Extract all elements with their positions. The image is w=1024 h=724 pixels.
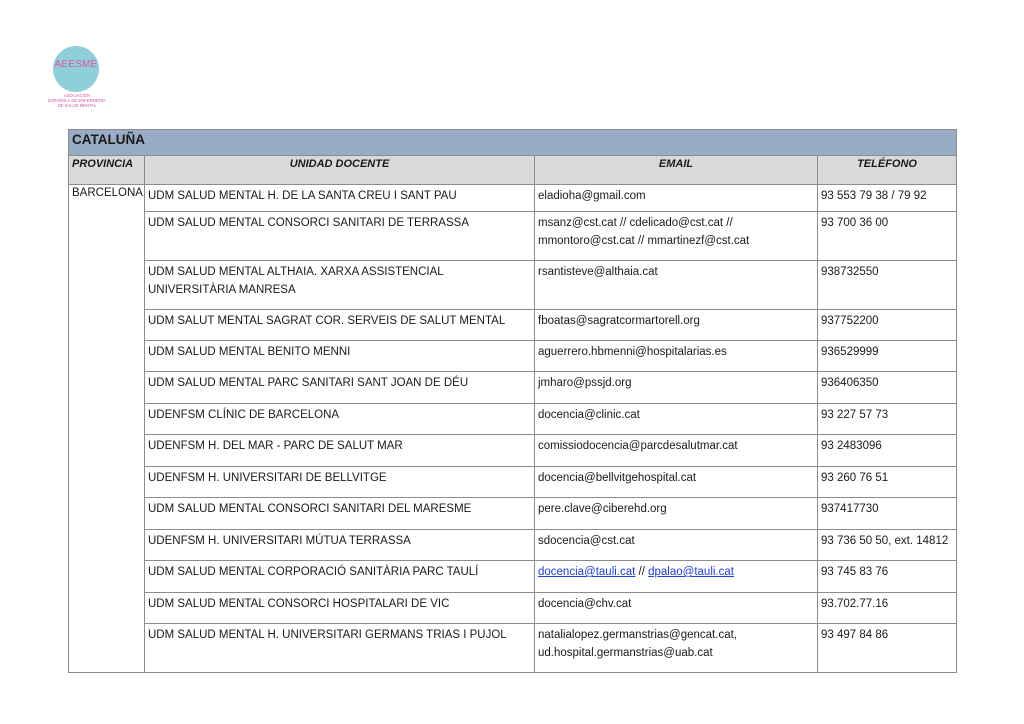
email-cell [535,435,818,467]
email-line: jmharo@pssjd.org [538,377,632,389]
logo-mark: AEESME [54,59,98,70]
email-line: docencia@clinic.cat [538,409,640,421]
email-cell [535,261,818,310]
phone-cell: 93 497 84 86 [818,624,957,673]
unit-cell: UDM SALUD MENTAL ALTHAIA. XARXA ASSISTENCIAL UNIVERSITÀRIA MANRESA [145,261,535,310]
email-line: natalialopez.germanstrias@gencat.cat, [538,629,737,641]
phone-cell: 93 260 76 51 [818,467,957,498]
email-line: rsantisteve@althaia.cat [538,266,658,278]
header-row [69,156,957,185]
table-row [69,372,957,404]
table-row [69,435,957,467]
phone-cell: 938732550 [818,261,957,310]
logo-caption-line: DE SALUD MENTAL [57,102,97,108]
phone-cell: 93 553 79 38 / 79 92 [818,185,957,212]
logo-caption-line: ASOCIACIÓN [63,93,91,98]
phone-cell: 936406350 [818,372,957,404]
email-cell [535,404,818,435]
header-province: PROVINCIA [69,156,145,185]
unit-cell: UDM SALUD MENTAL CONSORCI SANITARI DE TERRASSA [145,212,535,261]
phone-cell: 937417730 [818,498,957,530]
email-line: aguerrero.hbmenni@hospitalarias.es [538,346,727,358]
unit-cell: UDENFSM H. DEL MAR - PARC DE SALUT MAR [145,435,535,467]
phone-cell: 93 227 57 73 [818,404,957,435]
email-cell [535,212,818,261]
phone-cell: 93 700 36 00 [818,212,957,261]
unit-cell: UDM SALUD MENTAL H. DE LA SANTA CREU I SANT PAU [145,185,535,212]
phone-cell: 936529999 [818,341,957,372]
phone-cell: 93 736 50 50, ext. 14812 [818,530,957,561]
email-cell [535,341,818,372]
table-row [69,530,957,561]
email-line: msanz@cst.cat // cdelicado@cst.cat // [538,217,733,229]
email-cell [535,467,818,498]
header-unit: UNIDAD DOCENTE [145,156,535,185]
email-line: ud.hospital.germanstrias@uab.cat [538,647,713,659]
unit-cell: UDM SALUD MENTAL CONSORCI SANITARI DEL MARESME [145,498,535,530]
table-row [69,624,957,673]
email-line: docencia@chv.cat [538,598,632,610]
aeesme-logo [48,44,108,112]
email-cell [535,561,818,593]
phone-cell: 93 2483096 [818,435,957,467]
table-row [69,185,957,212]
email-line: sdocencia@cst.cat [538,535,635,547]
unit-cell: UDM SALUD MENTAL PARC SANITARI SANT JOAN DE DÉU [145,372,535,404]
unit-cell: UDM SALUD MENTAL H. UNIVERSITARI GERMANS TRIAS I PUJOL [145,624,535,673]
region-title: CATALUÑA [69,130,957,156]
email-cell [535,530,818,561]
table-row [69,404,957,435]
phone-cell: 937752200 [818,310,957,341]
unit-cell: UDM SALUD MENTAL CONSORCI HOSPITALARI DE VIC [145,593,535,624]
unit-cell: UDENFSM CLÍNIC DE BARCELONA [145,404,535,435]
email-cell [535,593,818,624]
logo-caption-line: ESPAÑOLA DE ENFERMERÍA [48,97,106,103]
email-cell [535,372,818,404]
unit-cell: UDM SALUD MENTAL BENITO MENNI [145,341,535,372]
region-row [69,130,957,156]
email-link[interactable]: dpalao@tauli.cat [648,566,734,578]
logo-caption [44,94,110,108]
unit-cell: UDM SALUT MENTAL SAGRAT COR. SERVEIS DE SALUT MENTAL [145,310,535,341]
table-row [69,212,957,261]
table-row [69,341,957,372]
email-line: comissiodocencia@parcdesalutmar.cat [538,440,738,452]
email-cell [535,310,818,341]
email-link[interactable]: docencia@tauli.cat [538,566,636,578]
table-row [69,310,957,341]
table-row [69,261,957,310]
phone-cell: 93.702.77.16 [818,593,957,624]
table-row [69,593,957,624]
teaching-units-table [68,129,957,673]
unit-cell: UDENFSM H. UNIVERSITARI DE BELLVITGE [145,467,535,498]
email-cell [535,185,818,212]
table-row [69,498,957,530]
table-row [69,467,957,498]
unit-cell: UDM SALUD MENTAL CORPORACIÓ SANITÀRIA PARC TAULÍ [145,561,535,593]
email-line: docencia@bellvitgehospital.cat [538,472,697,484]
header-email: EMAIL [535,156,818,185]
table-row [69,561,957,593]
unit-cell: UDENFSM H. UNIVERSITARI MÚTUA TERRASSA [145,530,535,561]
email-separator: // [635,566,649,578]
province-cell: BARCELONA [69,185,145,673]
email-line: mmontoro@cst.cat // mmartinezf@cst.cat [538,235,750,247]
email-cell [535,624,818,673]
header-phone: TELÉFONO [818,156,957,185]
phone-cell: 93 745 83 76 [818,561,957,593]
email-cell [535,498,818,530]
email-line: eladioha@gmail.com [538,190,646,202]
email-line: pere.clave@ciberehd.org [538,503,667,515]
email-line: fboatas@sagratcormartorell.org [538,315,700,327]
